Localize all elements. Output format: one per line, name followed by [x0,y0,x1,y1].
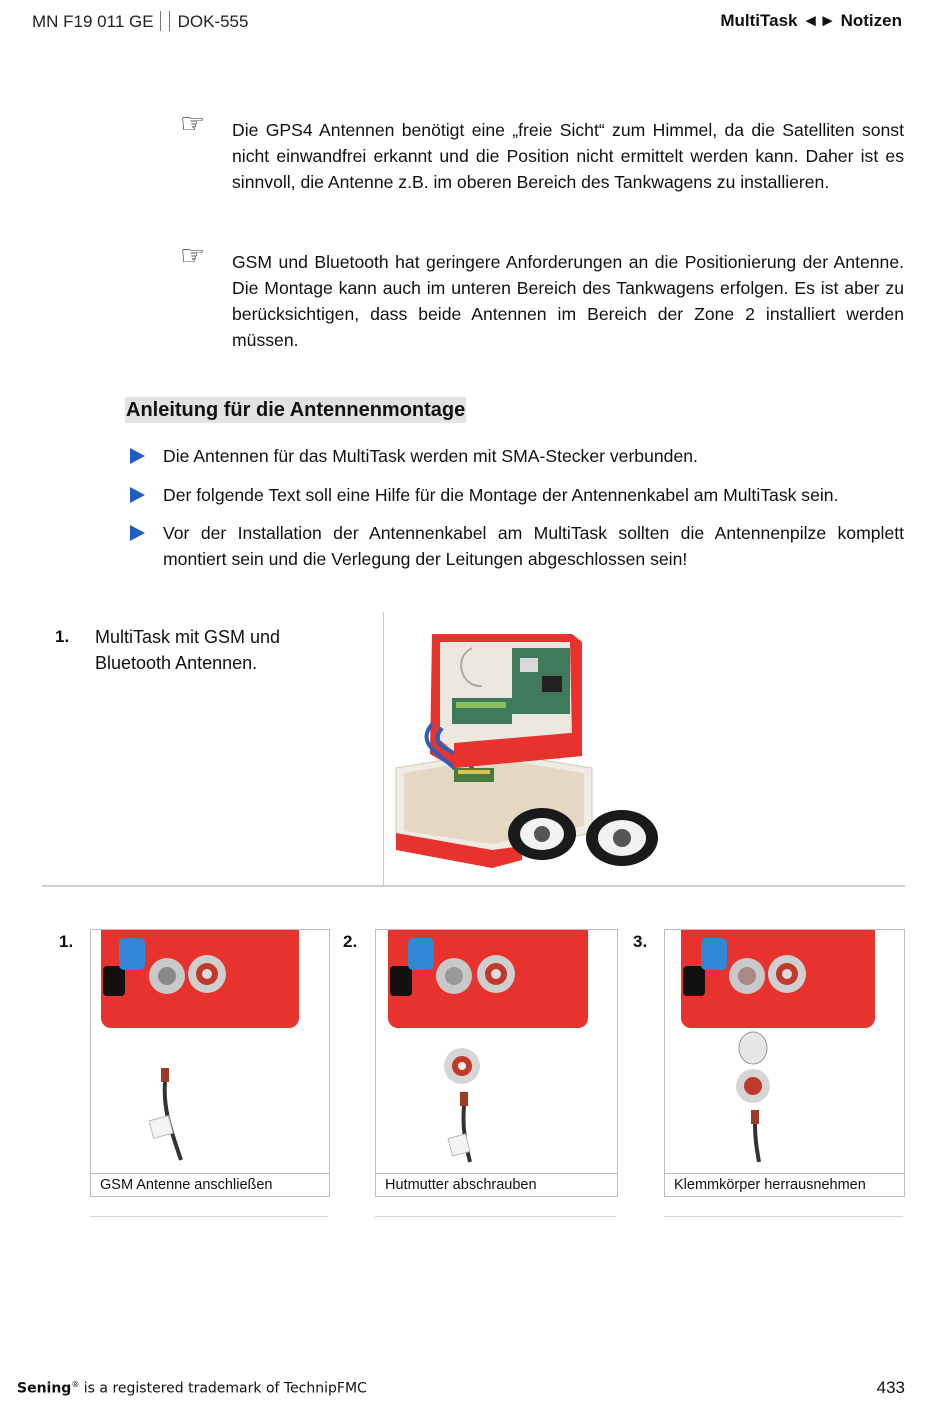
step-number: 1. [55,627,70,646]
card-clamp-body-remove [664,929,905,1197]
card-caption: Klemmkörper herrausnehmen [665,1173,904,1196]
header-separator [160,11,170,31]
bullet-text: Die Antennen für das MultiTask werden mit SMA-Stecker verbunden. [163,446,698,466]
bullet-text: Der folgende Text soll eine Hilfe für die Montage der Antennenkabel am MultiTask sein. [163,485,839,505]
horizontal-divider [42,885,905,887]
brand-name: Sening [17,1380,72,1397]
note-text: Die GPS4 Antennen benötigt eine „freie Sicht“ zum Himmel, da die Satelliten sonst nicht einwandfrei erkannt und die Position nicht ermittelt werden kann. Daher ist es sinnvoll, die Antenne z.B. im oberen Bereich des Tankwagens zu installieren. [232,120,904,192]
trademark-text: is a registered trademark of TechnipFMC [79,1380,367,1397]
card-cap-nut-unscrew [375,929,618,1197]
clamp-body-photo [665,930,904,1174]
card-gsm-antenna-connect [90,929,330,1197]
note-text: GSM und Bluetooth hat geringere Anforderungen an die Positionierung der Antenne. Die Montage kann auch im unteren Bereich des Tankwagens erfolgen. Es ist aber zu berücksichtigen, dass beide Antennen im Bereich der Zone 2 installiert werden müssen. [232,252,904,350]
doc-number: DOK-555 [177,12,249,31]
note-gsm-bluetooth [180,239,904,353]
triangle-bullet-icon [130,448,145,464]
pointing-hand-icon: ☞ [180,107,206,140]
footer-trademark [17,1380,367,1397]
header-section-title: MultiTask ◄► Notizen [720,11,902,30]
registered-mark: ® [71,1380,80,1389]
gsm-antenna-photo [91,930,329,1174]
bullet-text: Vor der Installation der Antennenkabel am MultiTask sollten die Antennenpilze komplett montiert sein und die Verlegung der Leitungen abgeschlossen sein! [163,523,904,569]
section-title: Anleitung für die Antennenmontage [126,399,466,421]
multitask-enclosure-photo [392,628,664,878]
card-underline [664,1216,903,1217]
doc-code: MN F19 011 GE [32,12,154,31]
triangle-bullet-icon [130,525,145,541]
bullet-item [130,443,904,469]
vertical-divider [383,612,384,886]
bullet-item [130,520,904,572]
card-number: 1. [59,932,74,951]
card-caption: GSM Antenne anschließen [91,1173,329,1196]
note-gps4 [180,107,904,195]
card-underline [375,1216,616,1217]
card-underline [90,1216,328,1217]
bullet-item [130,482,904,508]
page-number: 433 [876,1378,905,1397]
card-number: 3. [633,932,648,951]
card-caption: Hutmutter abschrauben [376,1173,617,1196]
header-doc-info [32,11,248,32]
triangle-bullet-icon [130,487,145,503]
step-text: MultiTask mit GSM und Bluetooth Antennen. [95,627,281,673]
pointing-hand-icon: ☞ [180,239,206,272]
cap-nut-photo [376,930,617,1174]
card-number: 2. [343,932,358,951]
